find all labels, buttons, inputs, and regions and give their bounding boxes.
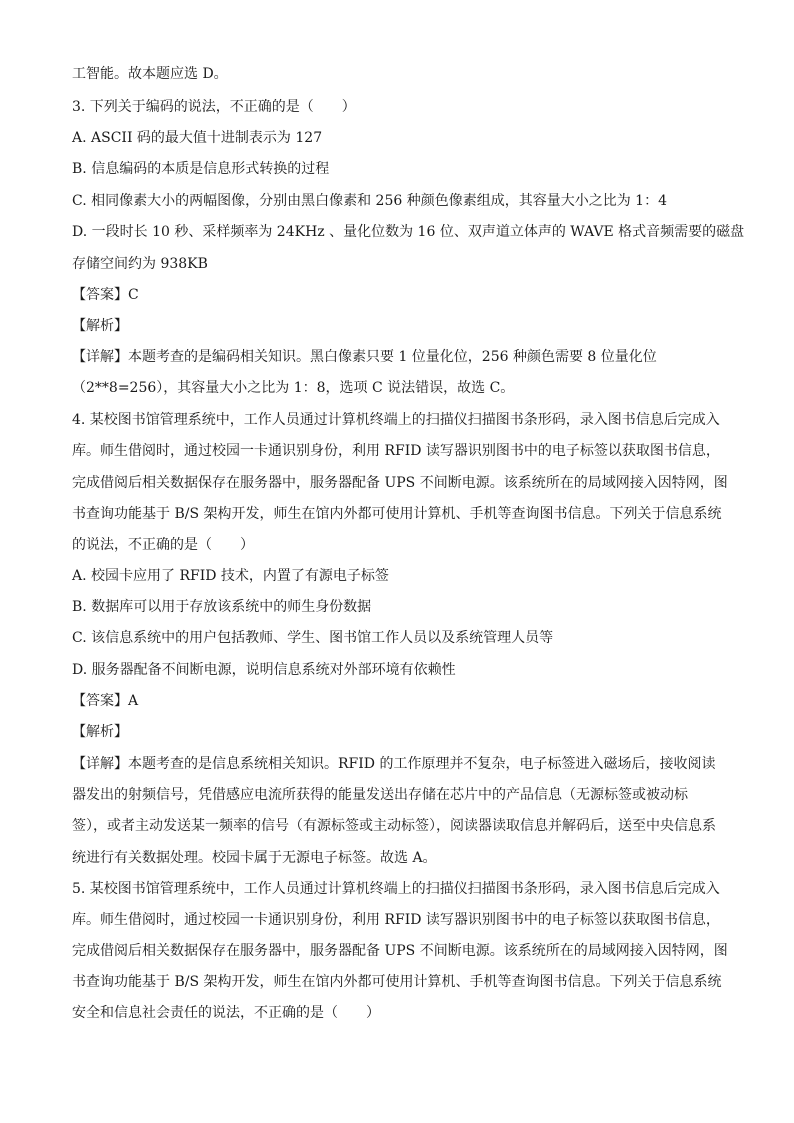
- option-d: D. 一段时长 10 秒、采样频率为 24KHz 、量化位数为 16 位、双声道立体声的 WAVE 格式音频需要的磁盘: [72, 224, 745, 240]
- question-4-stem: 的说法，不正确的是（ ）: [72, 537, 254, 553]
- option-c: C. 相同像素大小的两幅图像，分别由黑白像素和 256 种颜色像素组成，其容量大小之比为 1：4: [72, 193, 667, 209]
- text-line: 工智能。故本题应选 D。: [72, 66, 228, 82]
- option-b: B. 数据库可以用于存放该系统中的师生身份数据: [72, 599, 372, 615]
- answer-label: 【答案】C: [72, 287, 139, 303]
- question-4-stem: 完成借阅后相关数据保存在服务器中，服务器配备 UPS 不间断电源。该系统所在的局域网接入因特网，图: [72, 475, 728, 491]
- option-c: C. 该信息系统中的用户包括教师、学生、图书馆工作人员以及系统管理人员等: [72, 630, 554, 646]
- question-5-stem: 安全和信息社会责任的说法，不正确的是（ ）: [72, 1005, 380, 1021]
- option-a: A. 校园卡应用了 RFID 技术，内置了有源电子标签: [72, 568, 389, 584]
- explanation-text: 统进行有关数据处理。校园卡属于无源电子标签。故选 A。: [72, 850, 437, 866]
- option-d: D. 服务器配备不间断电源，说明信息系统对外部环境有依赖性: [72, 662, 456, 678]
- analysis-label: 【解析】: [72, 724, 128, 740]
- question-4-stem: 4. 某校图书馆管理系统中，工作人员通过计算机终端上的扫描仪扫描图书条形码，录入图书信息后完成入: [72, 412, 720, 428]
- question-4-stem: 库。师生借阅时，通过校园一卡通识别身份，利用 RFID 读写器识别图书中的电子标签以获取图书信息，: [72, 443, 720, 459]
- explanation-text: 【详解】本题考查的是编码相关知识。黑白像素只要 1 位量化位，256 种颜色需要 8 位量化位: [72, 349, 657, 365]
- explanation-text: 器发出的射频信号，凭借感应电流所获得的能量发送出存储在芯片中的产品信息（无源标签或被动标: [72, 787, 688, 803]
- question-5-stem: 库。师生借阅时，通过校园一卡通识别身份，利用 RFID 读写器识别图书中的电子标签以获取图书信息，: [72, 912, 720, 928]
- explanation-text: （2**8=256），其容量大小之比为 1：8，选项 C 说法错误，故选 C。: [72, 380, 515, 396]
- option-b: B. 信息编码的本质是信息形式转换的过程: [72, 161, 330, 177]
- option-a: A. ASCII 码的最大值十进制表示为 127: [72, 130, 323, 146]
- question-3-stem: 3. 下列关于编码的说法，不正确的是（ ）: [72, 99, 356, 115]
- explanation-text: 签），或者主动发送某一频率的信号（有源标签或主动标签），阅读器读取信息并解码后，送至中央信息系: [72, 818, 716, 834]
- explanation-text: 【详解】本题考查的是信息系统相关知识。RFID 的工作原理并不复杂，电子标签进入磁场后，接收阅读: [72, 756, 716, 772]
- question-5-stem: 书查询功能基于 B/S 架构开发，师生在馆内外都可使用计算机、手机等查询图书信息。下列关于信息系统: [72, 974, 722, 990]
- analysis-label: 【解析】: [72, 318, 128, 334]
- question-5-stem: 5. 某校图书馆管理系统中，工作人员通过计算机终端上的扫描仪扫描图书条形码，录入图书信息后完成入: [72, 881, 720, 897]
- question-4-stem: 书查询功能基于 B/S 架构开发，师生在馆内外都可使用计算机、手机等查询图书信息。下列关于信息系统: [72, 506, 722, 522]
- answer-label: 【答案】A: [72, 693, 139, 709]
- question-5-stem: 完成借阅后相关数据保存在服务器中，服务器配备 UPS 不间断电源。该系统所在的局域网接入因特网，图: [72, 943, 728, 959]
- option-d-continued: 存储空间约为 938KB: [72, 256, 208, 272]
